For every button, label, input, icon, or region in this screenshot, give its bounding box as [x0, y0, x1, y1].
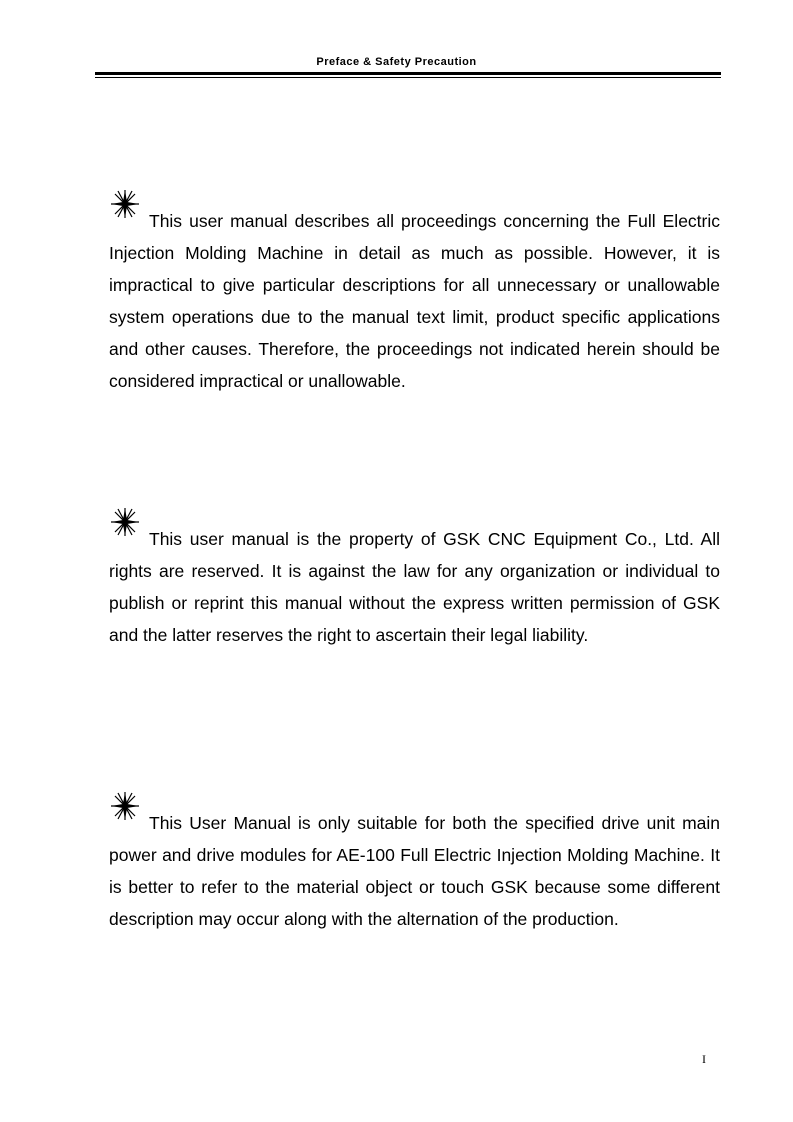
compass-star-icon — [109, 507, 145, 537]
paragraph-property-rights — [109, 517, 720, 651]
paragraph-manual-scope — [109, 199, 720, 397]
paragraph-text: This User Manual is only suitable for both the specified drive unit main power and drive modules for AE-100 Full Electric Injection Molding Machine. It is better to refer to the material object or touch GSK because some different description may occur along with the alternation of the production. — [109, 813, 720, 929]
paragraph-applicability — [109, 801, 720, 935]
header-rule-thick — [95, 72, 721, 75]
paragraph-text: This user manual is the property of GSK CNC Equipment Co., Ltd. All rights are reserved. It is against the law for any organization or individual to publish or reprint this manual without the express written permission of GSK and the latter reserves the right to ascertain their legal liability. — [109, 529, 720, 645]
paragraph-text: This user manual describes all proceedings concerning the Full Electric Injection Molding Machine in detail as much as possible. However, it is impractical to give particular descriptions for all unnecessary or unallowable system operations due to the manual text limit, product specific applications and other causes. Therefore, the proceedings not indicated herein should be considered impractical or unallowable. — [109, 211, 720, 391]
page-number: I — [702, 1052, 706, 1066]
compass-star-icon — [109, 791, 145, 821]
header-title: Preface & Safety Precaution — [316, 56, 477, 68]
header-rule-thin — [95, 77, 721, 78]
compass-star-icon — [109, 189, 145, 219]
